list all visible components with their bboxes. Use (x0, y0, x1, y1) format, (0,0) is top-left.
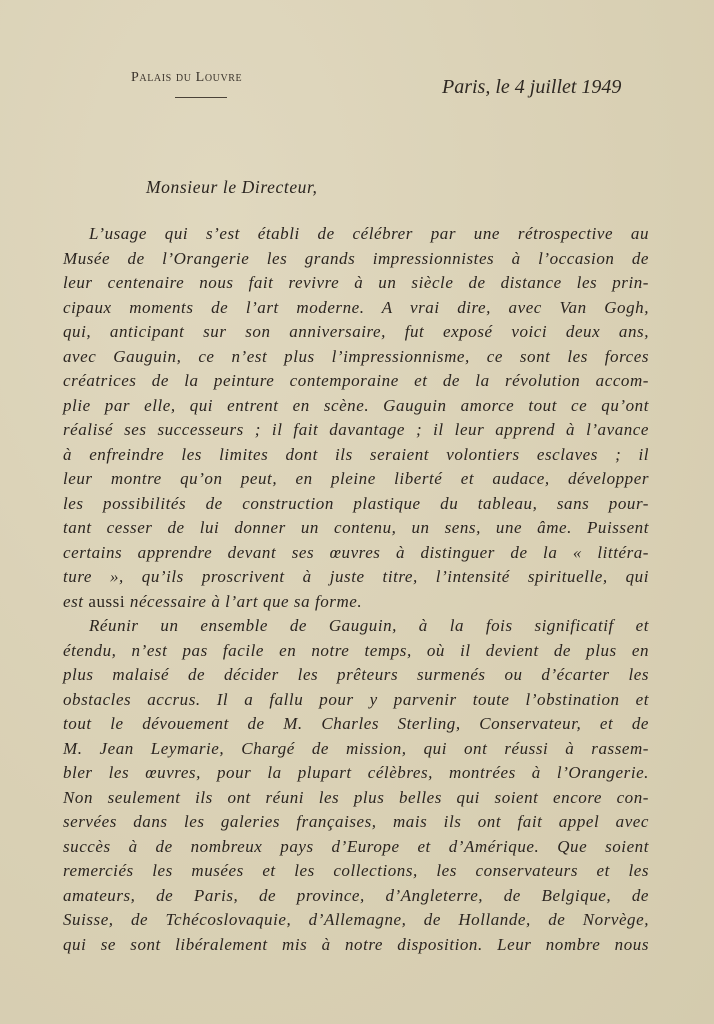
body-line: les possibilités de construction plastique du tableau, sans pour- (63, 493, 649, 513)
letter-body (63, 222, 649, 957)
letterhead: Palais du Louvre (131, 70, 243, 85)
body-line: leur centenaire nous fait revivre à un siècle de distance les prin- (63, 273, 649, 292)
salutation: Monsieur le Directeur, (146, 177, 318, 197)
text-fragment: nécessaire à l’art que sa forme. (125, 591, 363, 611)
body-line: bler les œuvres, pour la plupart célèbres, montrées à l’Orangerie. (63, 763, 649, 782)
body-line-last (63, 590, 649, 615)
body-line: tout le dévouement de M. Charles Sterling, Conservateur, et de (63, 714, 649, 733)
body-line: M. Jean Leymarie, Chargé de mission, qui ont réussi à rassem- (63, 738, 649, 758)
body-line: tant cesser de lui donner un contenu, un sens, une âme. Puissent (63, 518, 649, 537)
body-line: remerciés les musées et les collections, les conservateurs et les (63, 861, 649, 880)
body-line: avec Gauguin, ce n’est plus l’impressionnisme, ce sont les forces (63, 346, 649, 366)
letter-date: Paris, le 4 juillet 1949 (442, 76, 622, 98)
letterhead-rule (175, 97, 227, 98)
body-line: plie par elle, qui entrent en scène. Gauguin amorce tout ce qu’ont (63, 395, 649, 415)
body-line: qui se sont libéralement mis à notre disposition. Leur nombre nous (63, 934, 649, 954)
body-line: obstacles accrus. Il a fallu pour y parvenir toute l’obstination et (63, 689, 649, 709)
body-line: Non seulement ils ont réuni les plus belles qui soient encore con- (63, 787, 649, 807)
body-line: succès à de nombreux pays d’Europe et d’Amérique. Que soient (63, 836, 649, 856)
body-line: Réunir un ensemble de Gauguin, à la fois significatif et (89, 616, 649, 635)
body-line: leur montre qu’on peut, en pleine liberté et audace, développer (63, 469, 649, 488)
body-line: Musée de l’Orangerie les grands impressionnistes à l’occasion de (63, 248, 649, 268)
body-line: servées dans les galeries françaises, mais ils ont fait appel avec (63, 812, 649, 831)
body-line: créatrices de la peinture contemporaine et de la révolution accom- (63, 371, 649, 390)
body-line: plus malaisé de décider les prêteurs surmenés ou d’écarter les (63, 665, 649, 684)
body-line: qui, anticipant sur son anniversaire, fut exposé voici deux ans, (63, 322, 649, 341)
body-line: L’usage qui s’est établi de célébrer par une rétrospective au (89, 224, 649, 243)
text-fragment: est (63, 591, 89, 611)
upright-word: aussi (88, 591, 126, 611)
body-line: certains apprendre devant ses œuvres à distinguer de la « littéra- (63, 542, 649, 562)
body-line: réalisé ses successeurs ; il fait davantage ; il leur apprend à l’avance (63, 420, 649, 439)
body-line: à enfreindre les limites dont ils seraient volontiers esclaves ; il (63, 444, 649, 464)
body-line: cipaux moments de l’art moderne. A vrai dire, avec Van Gogh, (63, 297, 649, 317)
body-line: amateurs, de Paris, de province, d’Angleterre, de Belgique, de (63, 885, 649, 905)
body-line: Suisse, de Tchécoslovaquie, d’Allemagne, de Hollande, de Norvège, (63, 910, 649, 929)
body-line: ture », qu’ils proscrivent à juste titre, l’intensité spirituelle, qui (63, 567, 649, 586)
body-line: étendu, n’est pas facile en notre temps, où il devient de plus en (63, 640, 649, 660)
